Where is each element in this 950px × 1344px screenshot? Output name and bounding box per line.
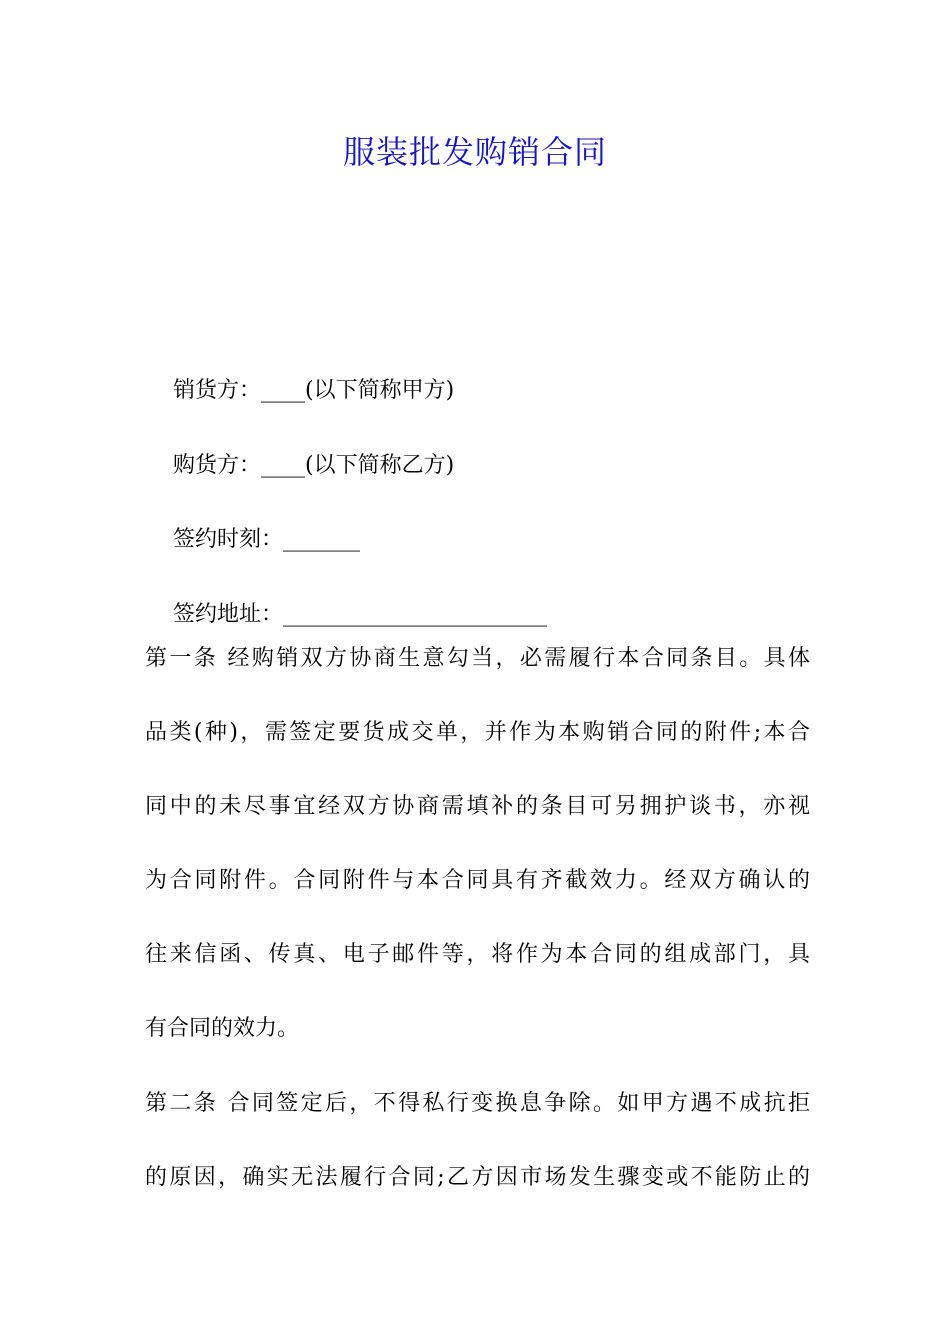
article-1-line: 同中的未尽事宜经双方协商需填补的条目可另拥护谈书，亦视 — [145, 794, 810, 819]
seller-blank: ____ — [261, 378, 305, 403]
article-1-line: 有合同的效力。 — [145, 1016, 300, 1041]
signing-place-blank: ________________________ — [283, 602, 547, 627]
signing-time-label: 签约时刻： — [172, 527, 283, 552]
buyer-label: 购货方： — [172, 453, 261, 478]
article-1-line: 为合同附件。合同附件与本合同具有齐截效力。经双方确认的 — [145, 868, 810, 893]
signing-place-label: 签约地址： — [172, 602, 283, 627]
article-2-line: 第二条 合同签定后，不得私行变换息争除。如甲方遇不成抗拒 — [145, 1091, 810, 1116]
buyer-suffix: (以下简称乙方) — [305, 453, 455, 478]
seller-label: 销货方： — [172, 378, 261, 403]
article-1-line: 品类(种)，需签定要货成交单，并作为本购销合同的附件;本合 — [145, 720, 810, 745]
seller-suffix: (以下简称甲方) — [305, 378, 455, 403]
article-1-line: 往来信函、传真、电子邮件等，将作为本合同的组成部门，具 — [145, 942, 810, 967]
signing-time-blank: _______ — [283, 527, 360, 552]
article-1-line: 第一条 经购销双方协商生意勾当，必需履行本合同条目。具体 — [145, 646, 810, 671]
buyer-blank: ____ — [261, 453, 305, 478]
document-title: 服装批发购销合同 — [342, 133, 607, 171]
article-2-line: 的原因，确实无法履行合同;乙方因市场发生骤变或不能防止的 — [145, 1165, 810, 1190]
